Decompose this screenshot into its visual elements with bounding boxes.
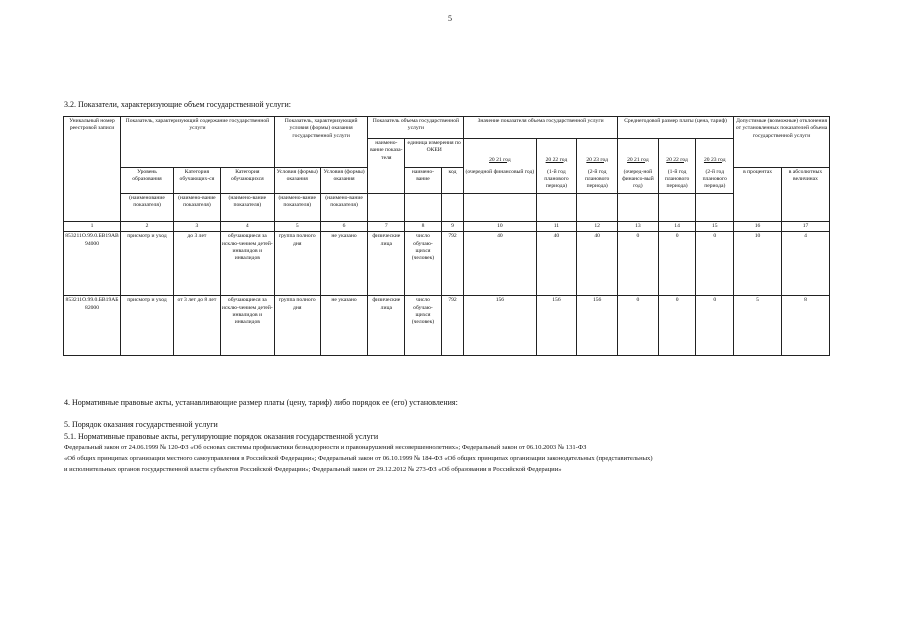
header-year-2021: 20 21 год [464,156,536,168]
header-registry-number: Уникальный номер реестровой записи [64,117,121,168]
header-content-indicator: Показатель, характеризующий содержание государственной услуги [121,117,275,168]
header-spacer [658,194,696,222]
header-fee-year-2022: 20 22 год [658,156,696,168]
age-category-cell: до 3 лет [173,232,220,296]
fee-2021-cell: 0 [618,232,659,296]
header-spacer [464,194,536,222]
header-allowed-deviations: Допустимые (возможные) отклонения от установленных показателей объема государственной услуги [734,117,830,168]
fee-2022-cell: 0 [658,296,696,356]
header-fee-2022-note: (1-й год планового периода) [658,168,696,194]
header-spacer [405,194,442,222]
header-spacer [464,139,536,156]
section-4-heading: 4. Нормативные правовые акты, устанавливающие размер платы (цену, тариф) либо порядок ее (его) установления: [64,398,458,407]
header-spacer [64,168,121,222]
header-spacer [618,139,659,156]
column-number: 7 [368,222,405,232]
column-number: 12 [577,222,618,232]
value-2021-cell: 40 [464,232,536,296]
header-volume-value: Значение показателя объема государственной услуги [464,117,618,139]
header-absolute: в абсолютных величинах [781,168,829,222]
header-spacer [577,139,618,156]
header-year-2022-note: (1-й год планового периода) [536,168,577,194]
header-spacer [368,194,405,222]
header-spacer [658,139,696,156]
header-unit-okei: единица измерения по ОКЕИ [405,139,464,156]
deviation-absolute-cell: 8 [781,296,829,356]
value-2021-cell: 156 [464,296,536,356]
column-number: 1 [64,222,121,232]
education-level-cell: присмотр и уход [121,296,174,356]
value-2022-cell: 40 [536,232,577,296]
section-5-1-heading: 5.1. Нормативные правовые акты, регулирующие порядок оказания государственной услуги [64,432,379,441]
value-2023-cell: 40 [577,232,618,296]
deviation-absolute-cell: 4 [781,232,829,296]
column-number: 3 [173,222,220,232]
header-year-2023-note: (2-й год планового периода) [577,168,618,194]
header-spacer [405,156,464,168]
header-education-level: Уровень образования [121,168,174,194]
unit-name-cell: число обучаю-щихся (человек) [405,232,442,296]
deviation-percent-cell: 5 [734,296,782,356]
age-category-cell: от 3 лет до 8 лет [173,296,220,356]
registry-number-cell: 853211О.99.0.БВ19АВ94000 [64,232,121,296]
header-percent: в процентах [734,168,782,222]
header-year-2022: 20 22 год [536,156,577,168]
service-form-cell: группа полного дня [274,232,320,296]
law-line-3: и исполнительных органов государственной власти субъектов Российской Федерации»; Федеральный закон от 29.12.2012 № 273-ФЗ «Об образовании в Российской Федерации» [64,466,562,473]
header-indicator-name: наимено-вание показа-теля [368,139,405,194]
fee-2021-cell: 0 [618,296,659,356]
header-student-category-2: Категория обучающихся [220,168,274,194]
unit-code-cell: 792 [441,232,463,296]
header-year-2021-note: (очередной финансовый год) [464,168,536,194]
indicator-name-cell: физические лица [368,232,405,296]
column-number: 11 [536,222,577,232]
unit-code-cell: 792 [441,296,463,356]
header-indicator-name-2: (наименование показателя) [121,194,174,222]
header-student-category: Категория обучающих-ся [173,168,220,194]
header-fee-year-2023: 20 23 год [696,156,734,168]
header-indicator-name-5: (наимено-вание показателя) [274,194,320,222]
student-category-cell: обучающиеся за исклю-чением детей-инвалидов и инвалидов [220,296,274,356]
unit-name-cell: число обучаю-щихся (человек) [405,296,442,356]
column-number: 5 [274,222,320,232]
column-number: 13 [618,222,659,232]
header-volume-indicator: Показатель объема государственной услуги [368,117,464,139]
section-5-heading: 5. Порядок оказания государственной услуги [64,420,218,429]
header-fee-2021-note: (очеред-ной финансо-вый год) [618,168,659,194]
service-form-cell: группа полного дня [274,296,320,356]
column-number: 10 [464,222,536,232]
indicator-name-cell: физические лица [368,296,405,356]
volume-indicators-table [63,116,830,356]
section-title: 3.2. Показатели, характеризующие объем государственной услуги: [64,100,291,109]
value-2023-cell: 156 [577,296,618,356]
column-number: 17 [781,222,829,232]
law-line-2: «Об общих принципах организации местного самоуправления в Российской Федерации»; Федеральный закон от 06.10.1999 № 184-ФЗ «Об общих принципах организации законодательных (представительных) [64,455,653,462]
header-spacer [618,194,659,222]
column-number: 4 [220,222,274,232]
law-line-1: Федеральный закон от 24.06.1999 № 120-ФЗ «Об основах системы профилактики безнадзорности и правонарушений несовершеннолетних»; Федеральный закон от 06.10.2003 № 131-ФЗ [64,444,587,451]
column-number: 2 [121,222,174,232]
value-2022-cell: 156 [536,296,577,356]
column-number: 16 [734,222,782,232]
header-spacer [536,194,577,222]
header-fee-year-2021: 20 21 год [618,156,659,168]
service-condition-cell: не указано [320,296,368,356]
header-indicator-name-3: (наимено-вание показателя) [173,194,220,222]
header-annual-fee: Среднегодовой размер платы (цена, тариф) [618,117,734,139]
column-number-row [64,222,830,232]
table-row [64,232,830,296]
header-service-conditions-2: Условия (формы) оказания [320,168,368,194]
header-spacer [696,139,734,156]
fee-2023-cell: 0 [696,232,734,296]
header-service-conditions: Условия (формы) оказания [274,168,320,194]
column-number: 6 [320,222,368,232]
table-row [64,296,830,356]
fee-2023-cell: 0 [696,296,734,356]
header-spacer [441,194,463,222]
header-unit-name: наимено-вание [405,168,442,194]
deviation-percent-cell: 10 [734,232,782,296]
fee-2022-cell: 0 [658,232,696,296]
header-spacer [577,194,618,222]
header-unit-code: код [441,168,463,194]
registry-number-cell: 853211О.99.0.БВ19АБ82000 [64,296,121,356]
header-fee-2023-note: (2-й год планового периода) [696,168,734,194]
page-number: 5 [448,14,452,23]
column-number: 15 [696,222,734,232]
column-number: 14 [658,222,696,232]
header-conditions-indicator: Показатель, характеризующий условия (формы) оказания государственной услуги [274,117,368,168]
header-spacer [536,139,577,156]
header-spacer [696,194,734,222]
column-number: 9 [441,222,463,232]
header-indicator-name-4: (наимено-вание показателя) [220,194,274,222]
column-number: 8 [405,222,442,232]
student-category-cell: обучающиеся за исклю-чением детей-инвалидов и инвалидов [220,232,274,296]
education-level-cell: присмотр и уход [121,232,174,296]
header-indicator-name-6: (наимено-вание показателя) [320,194,368,222]
header-year-2023: 20 23 год [577,156,618,168]
service-condition-cell: не указано [320,232,368,296]
